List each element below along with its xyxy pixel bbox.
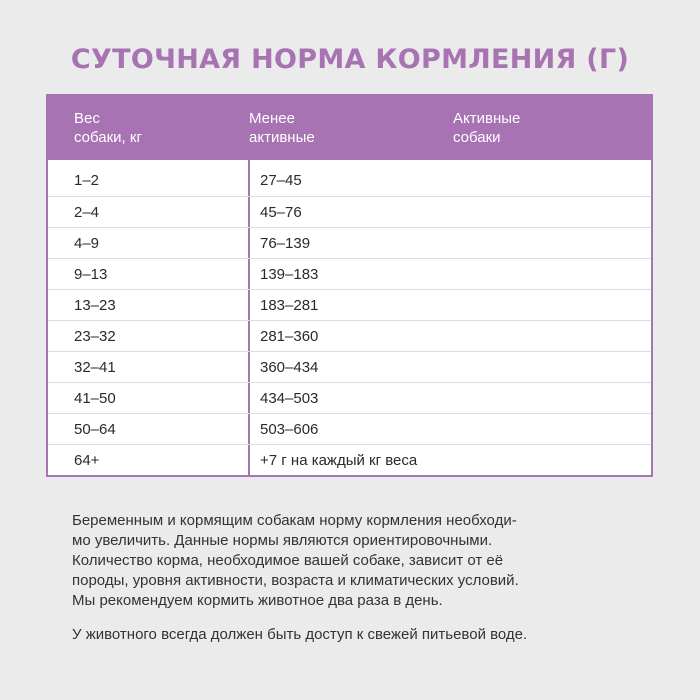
- feeding-table: [46, 94, 653, 477]
- header-weight: Вес собаки, кг: [74, 110, 142, 146]
- amount-cell: 76–139: [260, 235, 311, 252]
- amount-cell: 27–45: [260, 172, 302, 189]
- table-row: [48, 320, 651, 351]
- amount-cell: 45–76: [260, 204, 302, 221]
- weight-cell: 13–23: [74, 297, 116, 314]
- weight-cell: 64+: [74, 452, 100, 469]
- table-row: [48, 258, 651, 289]
- weight-cell: 32–41: [74, 359, 116, 376]
- table-row: [48, 444, 651, 475]
- amount-cell: +7 г на каждый кг веса: [260, 452, 418, 469]
- header-active: Активные собаки: [453, 110, 521, 146]
- table-row: [48, 165, 651, 196]
- feeding-note: Беременным и кормящим собакам норму кормления необходи- мо увеличить. Данные нормы являются ориентировочными. Количество корма, необходимое вашей собаке, зависит от её породы, уровня активности, возраста и климатических условий. Мы рекомендуем кормить животное два раза в день.: [72, 512, 519, 609]
- table-row: [48, 289, 651, 320]
- amount-cell: 139–183: [260, 266, 319, 283]
- table-row: [48, 351, 651, 382]
- table-row: [48, 196, 651, 227]
- page-title: СУТОЧНАЯ НОРМА КОРМЛЕНИЯ (Г): [70, 44, 630, 75]
- amount-cell: 183–281: [260, 297, 319, 314]
- weight-cell: 41–50: [74, 390, 116, 407]
- table-header: [48, 96, 651, 160]
- weight-cell: 1–2: [74, 172, 100, 189]
- amount-cell: 503–606: [260, 421, 319, 438]
- weight-cell: 4–9: [74, 235, 100, 252]
- weight-cell: 9–13: [74, 266, 108, 283]
- amount-cell: 281–360: [260, 328, 319, 345]
- water-note: У животного всегда должен быть доступ к свежей питьевой воде.: [72, 626, 528, 643]
- amount-cell: 360–434: [260, 359, 319, 376]
- table-row: [48, 227, 651, 258]
- weight-cell: 50–64: [74, 421, 116, 438]
- table-row: [48, 413, 651, 444]
- amount-cell: 434–503: [260, 390, 319, 407]
- header-less-active: Менее активные: [249, 110, 315, 146]
- weight-cell: 2–4: [74, 204, 100, 221]
- table-row: [48, 382, 651, 413]
- weight-cell: 23–32: [74, 328, 116, 345]
